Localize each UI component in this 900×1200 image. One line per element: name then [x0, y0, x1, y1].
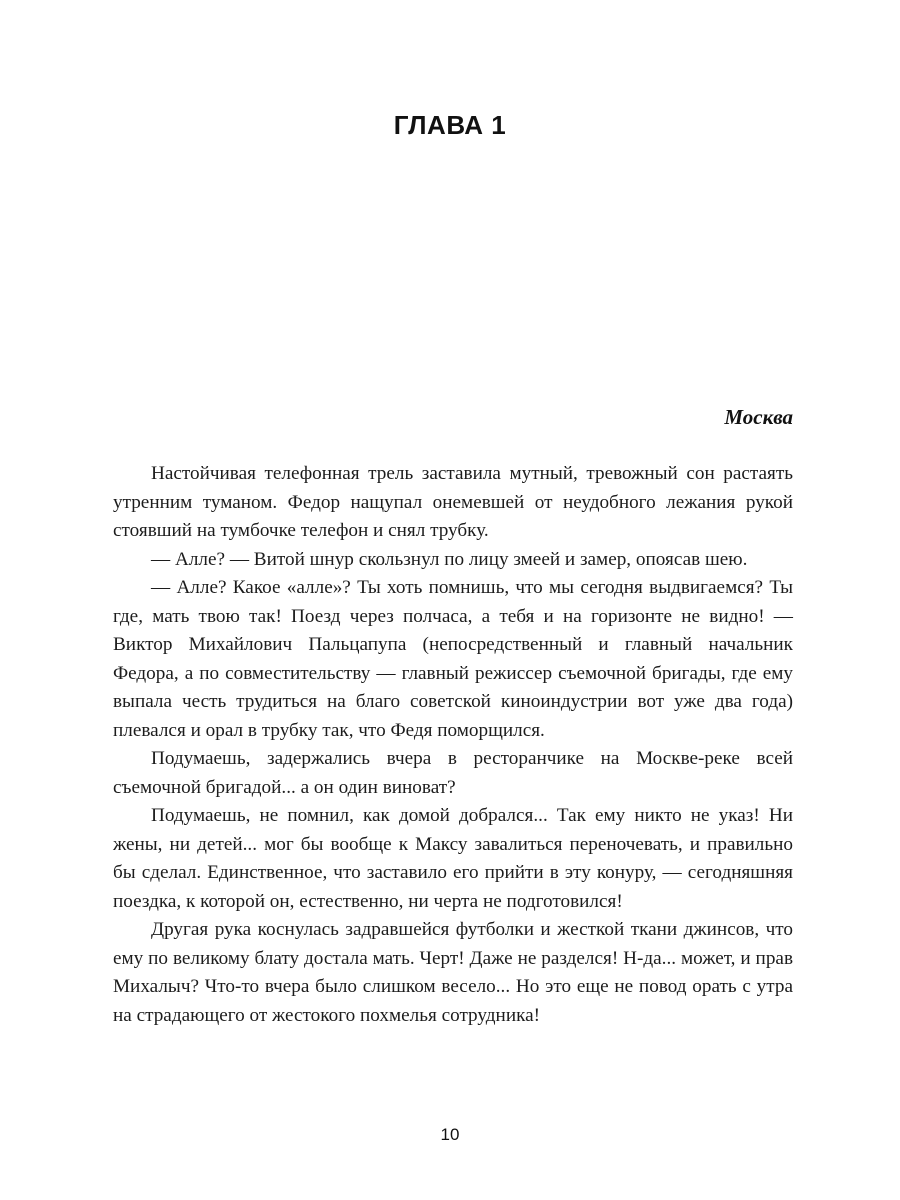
paragraph: — Алле? — Витой шнур скользнул по лицу змеей и замер, опоясав шею.: [151, 548, 748, 570]
page-body: [113, 405, 793, 1030]
page-number: 10: [440, 1125, 460, 1144]
page-title: ГЛАВА 1: [393, 110, 507, 141]
paragraph: Подумаешь, не помнил, как домой добрался... Так ему никто не указ! Ни жены, ни детей... мог бы вообще к Максу завалиться переночевать, и правильно бы сделал. Единственное, что заставило его прийти в эту конуру, — сегодняшняя поездка, к которой он, естественно, ни черта не подготовился!: [113, 805, 793, 912]
scene-heading: Москва: [724, 405, 793, 429]
paragraph: — Алле? Какое «алле»? Ты хоть помнишь, что мы сегодня выдвигаемся? Ты где, мать твою так! Поезд через полчаса, а тебя и на горизонте не видно! — Виктор Михайлович Пальцапупа (непосредственный и главный начальник Федора, а по совместительству — главный режиссер съемочной бригады, где ему выпала честь трудиться на благо советской киноиндустрии вот уже два года) плевался и орал в трубку так, что Федя поморщился.: [113, 577, 793, 741]
paragraph: Настойчивая телефонная трель заставила мутный, тревожный сон растаять утренним туманом. Федор нащупал онемевшей от неудобного лежания рукой стоявший на тумбочке телефон и снял трубку.: [113, 463, 793, 542]
paragraph: Другая рука коснулась задравшейся футболки и жесткой ткани джинсов, что ему по великому блату достала мать. Черт! Даже не разделся! Н-да... может, и прав Михалыч? Что-то вчера было слишком весело... Но это еще не повод орать с утра на страдающего от жестокого похмелья сотрудника!: [113, 919, 793, 1026]
paragraph: Подумаешь, задержались вчера в ресторанчике на Москве-реке всей съемочной бригадой... а он один виноват?: [113, 748, 793, 798]
